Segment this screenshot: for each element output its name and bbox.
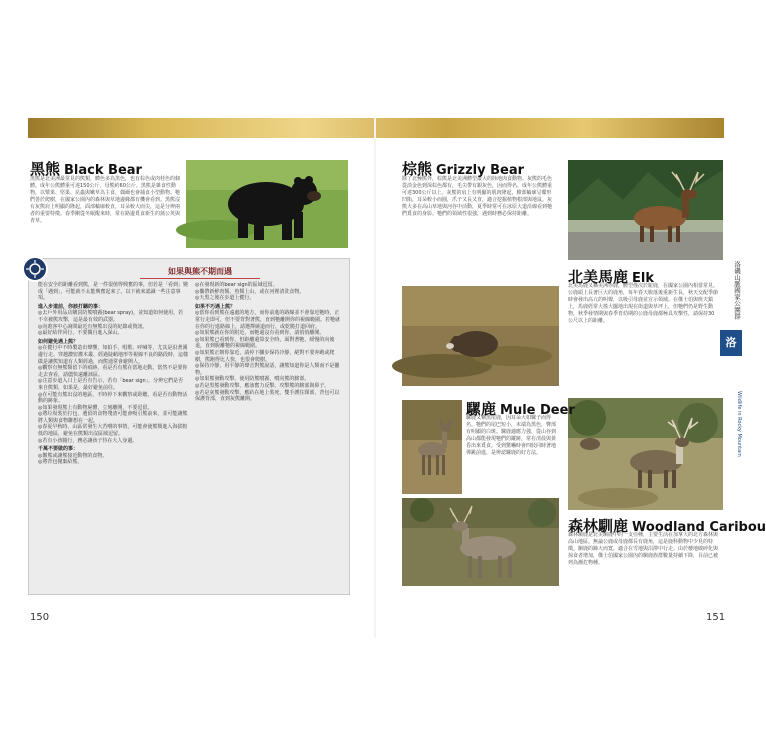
black-bear-title-zh: 黑熊 [30,160,61,178]
tips-item: ◎如果熊正朝你靠近，請停下腳步保持冷靜，絕對不要奔跑或爬樹，熊跑得比人快，也很會爬樹。 [195,349,335,363]
side-tab-region: 洛磯山脈國家公園群 [733,260,741,320]
elk-body: 北美馬鹿又稱美洲赤鹿，體型僅次於駝鹿，在國家公園內相當常見。公鹿頭上長著巨大的鹿角，每年春天脫落後重新生長，秋天交配季節時會發出高亢的叫聲，以吸引母鹿並宣示領域。在傑士伯與班夫鎮上，馬鹿經常大搖大擺地出現在街道與草坪上，但牠們仍是野生動物，秋季發情期與春季育幼期的公鹿母鹿都極具攻擊性，請保持30公尺以上的距離。 [568,283,719,324]
page-number-right: 151 [706,612,726,623]
tips-column-right [195,282,343,588]
caribou-title-zh: 森林馴鹿 [568,517,629,535]
tips-item: ◎在可能有熊出沒的地區，不時停下來觀察或聆聽，看是否有動物活動的跡象。 [38,391,188,405]
grizzly-title-zh: 棕熊 [402,160,433,178]
tips-item: ◎最好結伴同行，不要獨自進入深山。 [38,330,123,337]
mule-deer-body: 騾鹿又稱黑尾鹿，因耳朵大如騾子而得名。牠們的尾巴短小，末端為黑色，臀部有明顯的白斑。騾鹿適應力強，從山谷到高山都能發現牠們的蹤跡，常在清晨與黃昏出來覓食。受到驚嚇時會四肢同時著地彈跳前進，是辨認騾鹿的好方法。 [466,415,557,456]
tips-item: ◎若是灰熊發動攻擊，應趴在地上裝死，雙手護住頸部，背包可以保護背部，直到灰熊離開。 [195,389,340,403]
tips-item: ◎餵熊或讓熊接近動物的食物。 [38,452,108,459]
tips-item: ◎當你看到熊在遠處的地方，而你前進的路線並不會靠近牠時，正常行走即可，但不要背對著熊，直到牠離開你的視線範圍。若牠就在你的行進路線上，請選擇繞道而行，或乾脆打道回府。 [195,310,341,330]
tips-item: ◎將背包拋棄給熊。 [38,459,83,466]
side-tab-english: Wildlife in Rocky Mountain [736,391,742,457]
caribou-title-en: Woodland Caribou [632,520,766,535]
tips-item: ◎觀察有無熊類留下的痕跡，看是否有熊在當地走動。當然不是要你走去查看，請儘快遠離該區。 [38,365,188,378]
tips-item: ◎如果發現熊上有動物屍體，立刻離開，不要逗留。 [38,404,153,411]
tips-subheading: 千萬不要做的事： [38,446,79,453]
mule-deer-title-en: Mule Deer [500,403,575,418]
tips-item: ◎在發現新的bear sign的區域逗留。 [195,282,278,288]
mule-deer-photo-large [402,498,559,586]
tips-item: ◎如果熊發動攻擊，使用防熊噴霧，噴向熊的臉部。 [195,376,310,383]
black-bear-title-en: Black Bear [64,163,142,178]
tips-item: ◎保持冷靜，用平靜的聲音對熊說話，讓熊知道你是人類而不是獵物。 [195,363,340,376]
page-gutter [374,118,376,638]
grizzly-body: 除了北極熊外，棕熊是北美洲體型最大的陸地肉食動物。灰熊的毛色從淡金色到深棕色都有，毛尖帶有銀灰色，因而得名。成年公熊體重可達300公斤以上。灰熊的肩上有明顯的肌肉隆起，臉部輪廓呈碟形凹陷，耳朵較小而圓，爪子又長又直，適合挖掘植物根部與地鼠。灰熊大多在高山草地與河谷中活動，夏季時常可在冰原大道沿線看到牠們覓食的身影。牠們的領域性很強，遇到時務必保持距離。 [402,176,553,217]
tips-item: ◎如果熊已看到你，但距離還算安全時，面對著牠，緩慢的向後退，直到脫離牠的視線範圍。 [195,336,335,350]
tips-item: ◎天黑之後在步道上健行。 [195,295,255,302]
elk-title-en: Elk [632,271,654,286]
gold-header-band [28,118,724,138]
tips-column-left [38,282,188,588]
caribou-photo [568,398,723,510]
tips-intro: 能在安全的距離看到熊，是一件很值得興奮的事，但若是「看到」變成「遇到」，可能就不太能興奮起來了。以下就來認識一些注意事項。 [38,282,189,302]
page-number-left: 150 [30,612,50,623]
tips-title: 如果與熊不期而遇 [140,266,260,279]
side-tab-mark: 洛 [720,330,742,356]
tips-item: ◎攜帶新鮮肉類、魚類上山，或在河裡清洗食物。 [195,288,305,295]
black-bear-body: 黑熊是北美洲最常見的熊類，體色多為黑色，也有棕色或肉桂色的個體。成年公熊體重可達150公斤，母熊約60公斤。黑熊是雜食性動物，以漿果、堅果、昆蟲與嫩草為主食，偶爾也會捕食小型動物。牠們善於爬樹，在國家公園內的森林與草地邊緣都有機會看到。黑熊沒有灰熊肩上明顯的隆起，面部輪廓較直，耳朵較大而尖，這是分辨兩者的重要特徵。春季剛從冬眠醒來時，常在路邊覓食新生的蒲公英與青草。 [30,176,181,224]
tip-badge-icon [22,256,48,282]
tips-item: ◎若有小孩隨行，務必讓孩子待在大人身邊。 [38,437,138,444]
tips-subheading: 如果不巧遇上熊？ [195,303,236,310]
tips-subheading: 如何避免遇上熊？ [38,338,79,345]
tips-item: ◎去戶外用品店購買防熊噴霧(bear spray)，並知道如何使用，若不幸被熊攻擊，這是最有效的武器。 [38,310,184,323]
tips-item: ◎向遊客中心詢問最近有無熊出沒的紀錄或資訊。 [38,323,148,330]
mule-deer-title-zh: 騾鹿 [466,400,497,418]
tips-item: ◎在健行中不時製造出聲響，如拍手、唱歌、呼喊等，尤其是沿著溪邊行走、穿越濃密灌木叢、經過陡峭地形等視線不良的路段時，這樣做是讓熊知道有人類經過，而熊通常會避開人。 [38,345,189,365]
elk-title-zh: 北美馬鹿 [568,268,629,286]
tips-item: ◎如果熊就在你的附近，而牠還沒有看到你，請悄悄離開。 [195,330,325,337]
section-side-tab [720,255,750,495]
tips-item: ◎春夏早秋時，山區常發生大苦嚐的事情，可能會使熊類進入海拔較低的地區，避免在熊類出沒區域逗留。 [38,424,188,438]
grizzly-photo [402,286,559,386]
tips-item: ◎若是黑熊發動攻擊，應該奮力反擊，攻擊熊的臉部與鼻子。 [195,382,330,389]
caribou-body: 森林馴鹿是北美馴鹿中的一支亞種，主要生活在加拿大的北方森林與高山地區。無論公鹿或母鹿都長有鹿角，這是鹿科動物中少見的特徵。馴鹿的蹄大而寬，適合在雪地與沼澤中行走。由於棲地破碎化與掠食者增加，傑士伯國家公園內的馴鹿族群數量持續下降，目前已被列為瀕危物種。 [568,532,719,566]
elk-photo [568,160,723,260]
tips-subheading: 進入步道前，你該打聽的事： [38,303,104,310]
tips-col2-list [195,282,343,403]
grizzly-title-en: Grizzly Bear [436,163,525,178]
black-bear-photo [186,160,348,248]
tips-item: ◎注意步道入口上是否有告示，若有「bear sign」，分辨它們是否來自熊類，如果是，最好避免前往。 [38,378,184,391]
mule-deer-photo-small [402,400,462,494]
tips-item: ◎將垃圾裝於打包，遺留的食物殘渣可能會吸引熊前來，並可能讓熊將人類與食物聯想在一起。 [38,411,188,424]
tips-col1-list [38,304,188,466]
